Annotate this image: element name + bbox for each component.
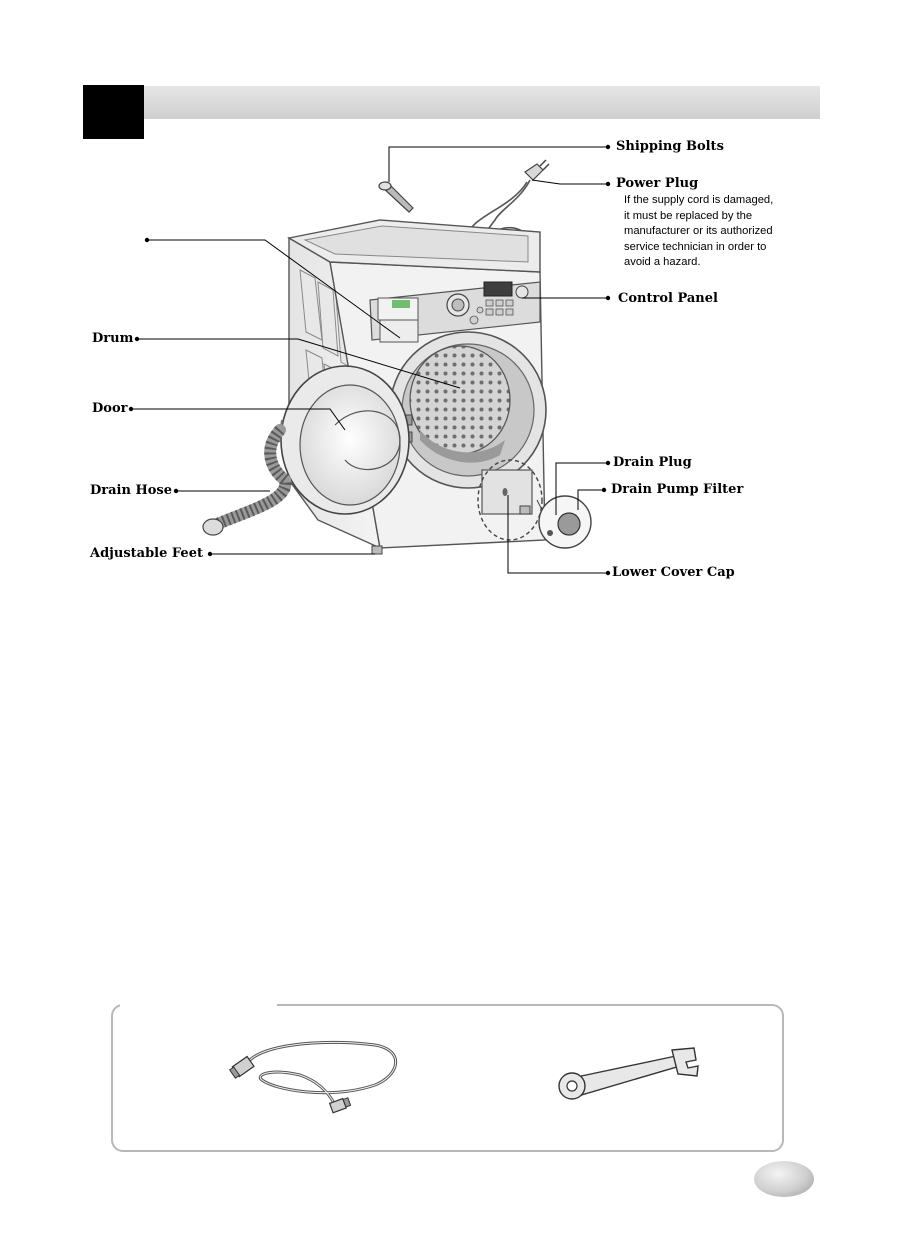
label-shipping-bolts: Shipping Bolts	[616, 139, 724, 154]
label-power-plug: Power Plug	[616, 176, 699, 191]
accessories-title-tab	[120, 996, 277, 1010]
label-adjustable-feet: Adjustable Feet	[90, 546, 203, 561]
label-door: Door	[92, 401, 128, 416]
label-drain-hose: Drain Hose	[90, 483, 173, 498]
washing-machine-diagram	[0, 0, 907, 620]
label-control-panel: Control Panel	[618, 291, 718, 306]
label-drum: Drum	[92, 331, 134, 346]
note-line: manufacturer or its authorized	[624, 225, 773, 238]
note-line: service technician in order to	[624, 240, 767, 253]
label-drain-plug: Drain Plug	[613, 455, 692, 470]
accessories-frame	[111, 1004, 784, 1152]
note-line: If the supply cord is damaged,	[624, 194, 774, 206]
page-number-badge	[754, 1161, 814, 1197]
power-plug-note	[624, 193, 773, 271]
note-line: it must be replaced by the	[624, 209, 753, 222]
label-drain-pump-filter: Drain Pump Filter	[611, 482, 744, 497]
power-plug-illustration	[525, 160, 549, 180]
shipping-bolt-illustration	[379, 182, 413, 212]
note-line: avoid a hazard.	[624, 256, 701, 269]
label-lower-cover-cap: Lower Cover Cap	[612, 565, 735, 580]
